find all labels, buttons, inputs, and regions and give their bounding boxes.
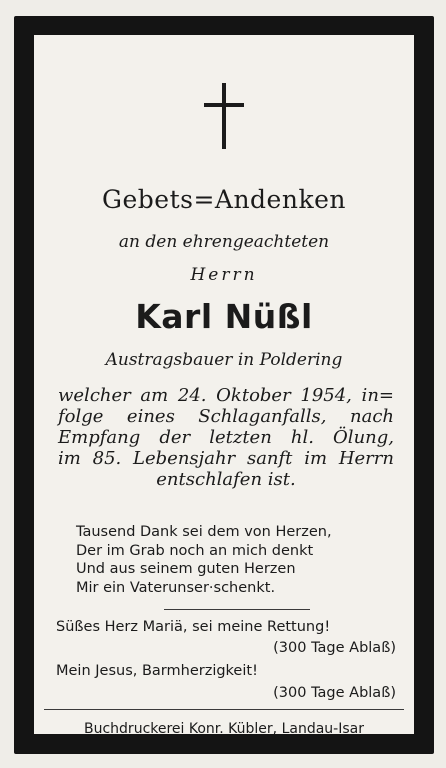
latin-cross-icon <box>204 83 244 149</box>
poem-line: Mir ein Vaterunser·schenkt. <box>76 579 276 596</box>
prayer-line: Süßes Herz Mariä, sei meine Rettung! <box>56 619 331 635</box>
obituary-line: im 85. Lebensjahr sanft im Herrn <box>58 448 394 469</box>
divider <box>44 709 404 710</box>
indulgence-note: (300 Tage Ablaß) <box>273 640 396 656</box>
poem-line: Und aus seinem guten Herzen <box>76 561 296 577</box>
deceased-name: Karl Nüßl <box>135 297 313 336</box>
obituary-line: Empfang der letzten hl. Ölung, <box>58 427 394 448</box>
obituary-line: entschlafen ist. <box>156 469 296 490</box>
obituary-line: welcher am 24. Oktober 1954, in= <box>58 385 394 406</box>
indulgence-note: (300 Tage Ablaß) <box>273 685 396 701</box>
card-title: Gebets=Andenken <box>102 185 346 214</box>
obituary-text <box>58 385 394 490</box>
memorial-poem <box>76 523 332 597</box>
poem-line: Tausend Dank sei dem von Herzen, <box>76 524 332 540</box>
dedication-line: an den ehrengeachteten <box>118 232 330 252</box>
prayer-line: Mein Jesus, Barmherzigkeit! <box>56 663 258 679</box>
card-content <box>34 35 414 737</box>
poem-line: Der im Grab noch an mich denkt <box>76 542 314 559</box>
honorific: Herrn <box>190 265 258 285</box>
obituary-line: folge eines Schlaganfalls, nach <box>58 406 394 427</box>
printer-imprint: Buchdruckerei Konr. Kübler, Landau-Isar <box>84 721 364 737</box>
black-border-frame <box>14 16 434 754</box>
divider <box>164 609 310 610</box>
occupation-line: Austragsbauer in Poldering <box>105 350 343 370</box>
